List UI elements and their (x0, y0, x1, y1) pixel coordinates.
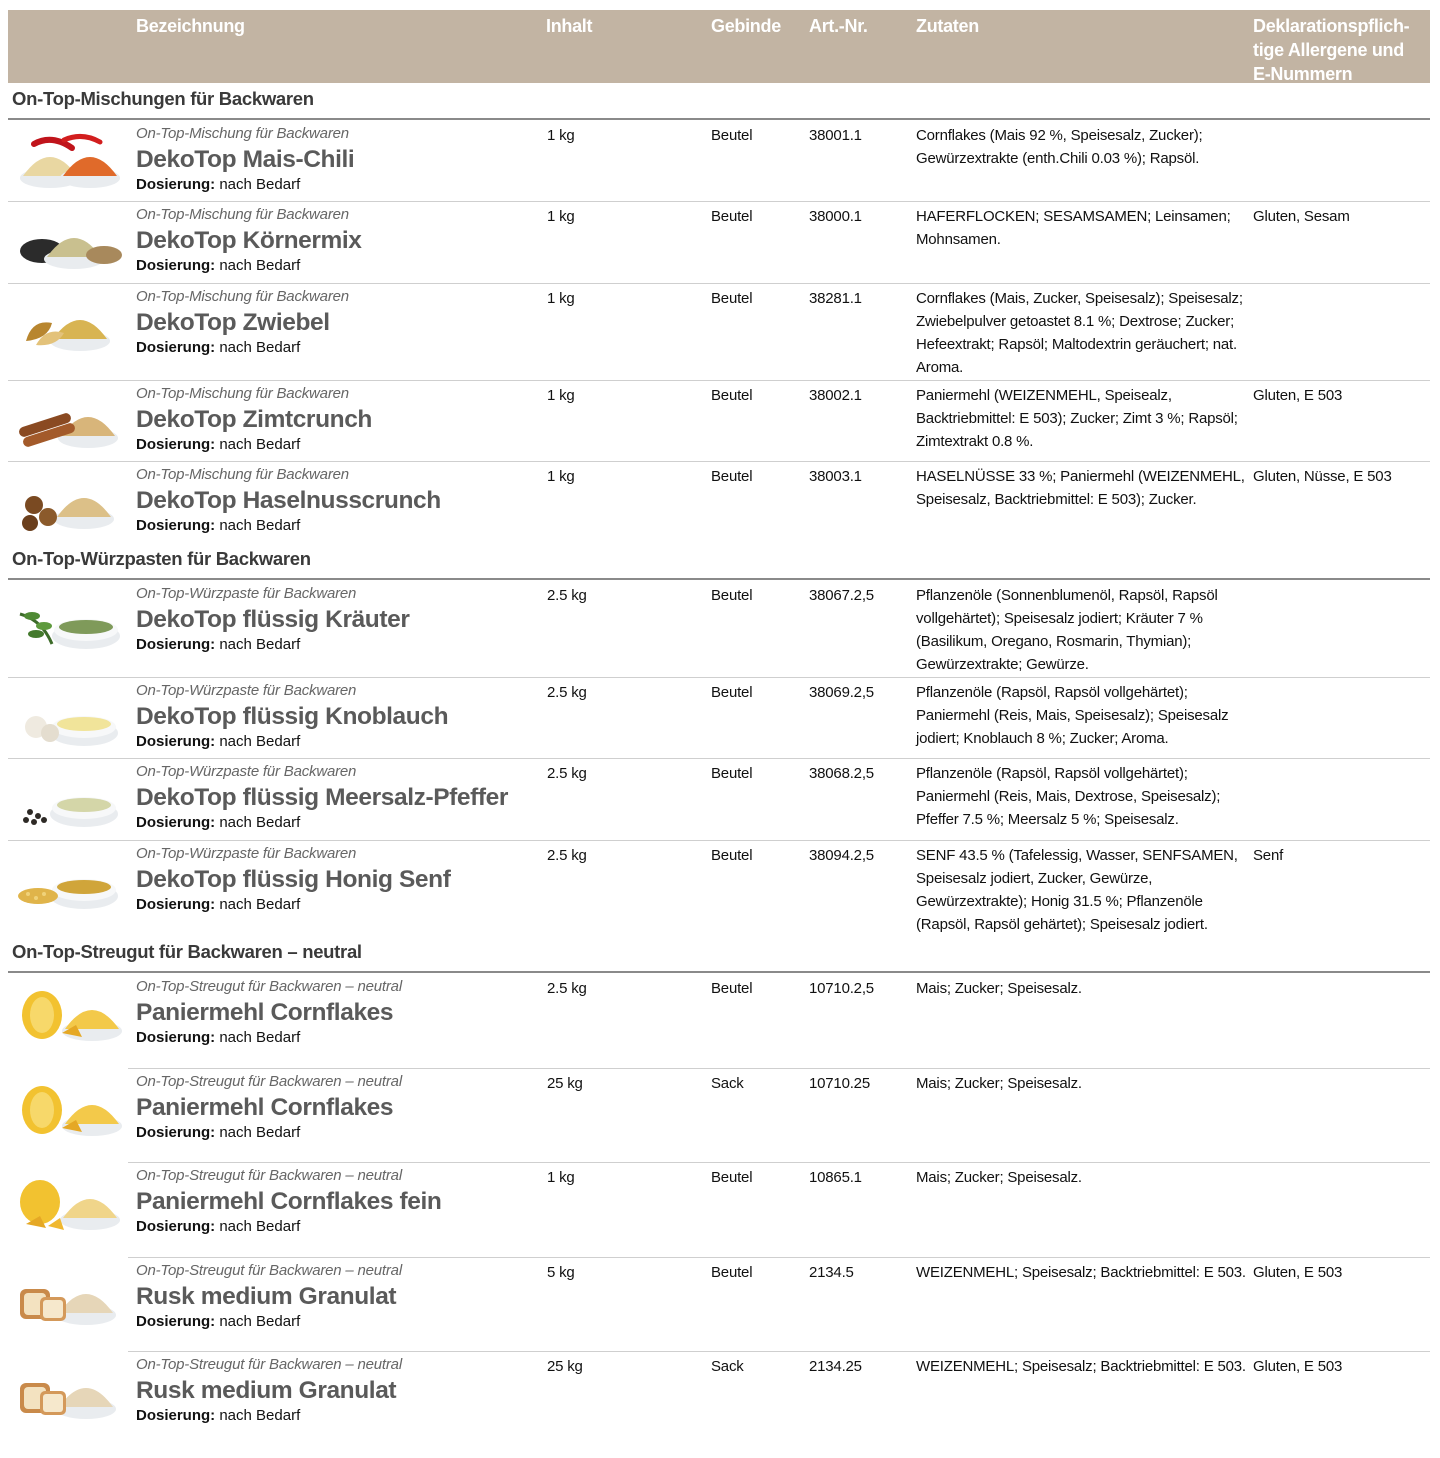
dosage (136, 175, 300, 195)
allergene-cell: Gluten, E 503 (1253, 1264, 1343, 1281)
product-subtitle: On-Top-Streugut für Backwaren – neutral (136, 978, 402, 995)
zutaten-cell: WEIZENMEHL; Speisesalz; Backtriebmittel: E 503. (916, 1264, 1246, 1281)
product-subtitle: On-Top-Mischung für Backwaren (136, 385, 349, 402)
gebinde-cell: Beutel (711, 468, 753, 485)
onion-icon (12, 293, 124, 357)
product-name: DekoTop Haselnusscrunch (136, 487, 441, 514)
art-nr-cell: 10865.1 (809, 1169, 862, 1186)
art-nr-cell: 10710.2,5 (809, 980, 874, 997)
table-row (8, 285, 1430, 381)
table-row (8, 1259, 1430, 1352)
col-allergene-line-3: E-Nummern (1253, 64, 1353, 84)
product-name: Paniermehl Cornflakes (136, 1094, 394, 1121)
cornflakes-icon (12, 1078, 124, 1142)
inhalt-cell: 1 kg (547, 1169, 575, 1186)
mustard-icon (12, 850, 124, 914)
product-name: DekoTop Körnermix (136, 227, 362, 254)
inhalt-cell: 1 kg (547, 208, 575, 225)
art-nr-cell: 38068.2,5 (809, 765, 874, 782)
dosage (136, 895, 300, 915)
row-divider (8, 461, 1430, 462)
dosage-label: Dosierung: (136, 1218, 216, 1235)
allergene-cell: Gluten, Sesam (1253, 208, 1350, 225)
dosage-value: nach Bedarf (219, 636, 301, 653)
dosage-value: nach Bedarf (219, 814, 301, 831)
inhalt-cell: 2.5 kg (547, 684, 587, 701)
dosage-value: nach Bedarf (219, 1407, 301, 1424)
product-name: DekoTop Zimtcrunch (136, 406, 372, 433)
dosage-label: Dosierung: (136, 636, 216, 653)
dosage-value: nach Bedarf (219, 1218, 301, 1235)
inhalt-cell: 5 kg (547, 1264, 575, 1281)
gebinde-cell: Beutel (711, 765, 753, 782)
table-row (8, 122, 1430, 202)
table-row (8, 760, 1430, 841)
section-divider (8, 971, 1430, 973)
product-name: DekoTop Zwiebel (136, 309, 330, 336)
row-divider (128, 1351, 1430, 1352)
allergene-cell: Gluten, Nüsse, E 503 (1253, 468, 1392, 485)
dosage (136, 1406, 300, 1426)
art-nr-cell: 38069.2,5 (809, 684, 874, 701)
section-title: On-Top-Mischungen für Backwaren (12, 88, 314, 109)
gebinde-cell: Beutel (711, 387, 753, 404)
zutaten-cell: Cornflakes (Mais, Zucker, Speisesalz); Speisesalz; Zwiebelpulver getoastet 8.1 %; Dextrose; Zucker; Hefeextrakt; Rapsöl; Maltodextrin geräuchert; nat. Aroma. (916, 290, 1243, 376)
gebinde-cell: Beutel (711, 290, 753, 307)
art-nr-cell: 38067.2,5 (809, 587, 874, 604)
col-bezeichnung: Bezeichnung (136, 16, 245, 36)
rusk-icon (12, 1267, 124, 1331)
product-subtitle: On-Top-Würzpaste für Backwaren (136, 682, 357, 699)
dosage-value: nach Bedarf (219, 1029, 301, 1046)
art-nr-cell: 38001.1 (809, 127, 862, 144)
product-subtitle: On-Top-Mischung für Backwaren (136, 125, 349, 142)
pepper-icon (12, 768, 124, 832)
dosage-value: nach Bedarf (219, 339, 301, 356)
dosage-value: nach Bedarf (219, 1313, 301, 1330)
product-subtitle: On-Top-Würzpaste für Backwaren (136, 763, 357, 780)
inhalt-cell: 2.5 kg (547, 980, 587, 997)
art-nr-cell: 38281.1 (809, 290, 862, 307)
row-divider (8, 201, 1430, 202)
zutaten-cell: Pflanzenöle (Rapsöl, Rapsöl vollgehärtet); Paniermehl (Reis, Mais, Speisesalz); Speisesalz jodiert; Knoblauch 8 %; Zucker; Aroma. (916, 684, 1229, 747)
product-subtitle: On-Top-Mischung für Backwaren (136, 206, 349, 223)
table-row (8, 1164, 1430, 1258)
gebinde-cell: Beutel (711, 127, 753, 144)
col-art-nr: Art.-Nr. (809, 16, 868, 36)
row-divider (128, 1068, 1430, 1069)
inhalt-cell: 2.5 kg (547, 765, 587, 782)
inhalt-cell: 1 kg (547, 127, 575, 144)
art-nr-cell: 38094.2,5 (809, 847, 874, 864)
dosage-label: Dosierung: (136, 1313, 216, 1330)
product-subtitle: On-Top-Streugut für Backwaren – neutral (136, 1356, 402, 1373)
dosage-value: nach Bedarf (219, 436, 301, 453)
dosage-value: nach Bedarf (219, 257, 301, 274)
row-divider (128, 1257, 1430, 1258)
dosage-value: nach Bedarf (219, 896, 301, 913)
allergene-cell: Senf (1253, 847, 1284, 864)
art-nr-cell: 2134.5 (809, 1264, 854, 1281)
dosage (136, 516, 300, 536)
col-allergene (1253, 14, 1409, 86)
dosage-value: nach Bedarf (219, 733, 301, 750)
row-divider (8, 758, 1430, 759)
table-row (8, 679, 1430, 759)
table-row (8, 1353, 1430, 1448)
product-subtitle: On-Top-Streugut für Backwaren – neutral (136, 1167, 402, 1184)
row-divider (128, 1162, 1430, 1163)
product-name: DekoTop flüssig Kräuter (136, 606, 410, 633)
zutaten-cell: HAFERFLOCKEN; SESAMSAMEN; Leinsamen; Mohnsamen. (916, 208, 1231, 248)
product-subtitle: On-Top-Mischung für Backwaren (136, 466, 349, 483)
art-nr-cell: 10710.25 (809, 1075, 870, 1092)
allergene-cell: Gluten, E 503 (1253, 1358, 1343, 1375)
col-zutaten: Zutaten (916, 16, 979, 36)
gebinde-cell: Sack (711, 1075, 744, 1092)
hazelnut-icon (12, 471, 124, 535)
zutaten-cell: Mais; Zucker; Speisesalz. (916, 1075, 1082, 1092)
herbs-icon (12, 590, 124, 654)
inhalt-cell: 25 kg (547, 1075, 583, 1092)
gebinde-cell: Beutel (711, 847, 753, 864)
seed-mix-icon (12, 211, 124, 275)
row-divider (8, 840, 1430, 841)
gebinde-cell: Beutel (711, 684, 753, 701)
dosage (136, 1028, 300, 1048)
table-row (8, 382, 1430, 462)
zutaten-cell: WEIZENMEHL; Speisesalz; Backtriebmittel: E 503. (916, 1358, 1246, 1375)
col-gebinde: Gebinde (711, 16, 781, 36)
art-nr-cell: 38002.1 (809, 387, 862, 404)
gebinde-cell: Beutel (711, 1169, 753, 1186)
dosage (136, 256, 300, 276)
garlic-icon (12, 687, 124, 751)
product-subtitle: On-Top-Würzpaste für Backwaren (136, 845, 357, 862)
zutaten-cell: Pflanzenöle (Rapsöl, Rapsöl vollgehärtet); Paniermehl (Reis, Mais, Dextrose, Speisesalz); Pfeffer 7.5 %; Meersalz 5 %; Speisesalz. (916, 765, 1221, 828)
table-row (8, 582, 1430, 678)
dosage (136, 338, 300, 358)
gebinde-cell: Beutel (711, 587, 753, 604)
zutaten-cell: Cornflakes (Mais 92 %, Speisesalz, Zucker); Gewürzextrakte (enth.Chili 0.03 %); Rapsöl. (916, 127, 1203, 167)
corn-chili-icon (12, 130, 124, 194)
dosage-label: Dosierung: (136, 1124, 216, 1141)
dosage-label: Dosierung: (136, 814, 216, 831)
art-nr-cell: 38003.1 (809, 468, 862, 485)
dosage-label: Dosierung: (136, 176, 216, 193)
dosage-label: Dosierung: (136, 1029, 216, 1046)
zutaten-cell: Paniermehl (WEIZENMEHL, Speisealz, Backtriebmittel: E 503); Zucker; Zimt 3 %; Rapsöl; Zimtextrakt 0.8 %. (916, 387, 1238, 450)
zutaten-cell: Pflanzenöle (Sonnenblumenöl, Rapsöl, Rapsöl vollgehärtet); Speisesalz jodiert; Kräuter 7 % (Basilikum, Oregano, Rosmarin, Thymian); Gewürzextrakte; Gewürze. (916, 587, 1218, 673)
cornflakes-icon (12, 983, 124, 1047)
row-divider (8, 380, 1430, 381)
col-allergene-line-2: tige Allergene und (1253, 40, 1404, 60)
product-name: Rusk medium Granulat (136, 1377, 397, 1404)
table-row (8, 463, 1430, 545)
dosage-label: Dosierung: (136, 436, 216, 453)
col-allergene-line-1: Deklarationspflich- (1253, 16, 1410, 36)
inhalt-cell: 25 kg (547, 1358, 583, 1375)
product-subtitle: On-Top-Streugut für Backwaren – neutral (136, 1262, 402, 1279)
row-divider (8, 283, 1430, 284)
section-divider (8, 118, 1430, 120)
zutaten-cell: Mais; Zucker; Speisesalz. (916, 1169, 1082, 1186)
row-divider (8, 677, 1430, 678)
gebinde-cell: Beutel (711, 980, 753, 997)
inhalt-cell: 1 kg (547, 387, 575, 404)
zutaten-cell: Mais; Zucker; Speisesalz. (916, 980, 1082, 997)
dosage-label: Dosierung: (136, 1407, 216, 1424)
dosage-value: nach Bedarf (219, 517, 301, 534)
allergene-cell: Gluten, E 503 (1253, 387, 1343, 404)
dosage-value: nach Bedarf (219, 176, 301, 193)
dosage-label: Dosierung: (136, 733, 216, 750)
cornflakes-fine-icon (12, 1172, 124, 1236)
art-nr-cell: 38000.1 (809, 208, 862, 225)
dosage (136, 1123, 300, 1143)
dosage-value: nach Bedarf (219, 1124, 301, 1141)
product-name: DekoTop Mais-Chili (136, 146, 355, 173)
col-inhalt: Inhalt (546, 16, 593, 36)
art-nr-cell: 2134.25 (809, 1358, 862, 1375)
inhalt-cell: 1 kg (547, 468, 575, 485)
product-name: Rusk medium Granulat (136, 1283, 397, 1310)
dosage (136, 813, 300, 833)
dosage (136, 635, 300, 655)
dosage-label: Dosierung: (136, 896, 216, 913)
section-divider (8, 578, 1430, 580)
product-subtitle: On-Top-Mischung für Backwaren (136, 288, 349, 305)
table-row (8, 975, 1430, 1069)
product-subtitle: On-Top-Würzpaste für Backwaren (136, 585, 357, 602)
zutaten-cell: SENF 43.5 % (Tafelessig, Wasser, SENFSAMEN, Speisesalz jodiert, Zucker, Gewürze, Gewürzextrakte); Honig 31.5 %; Pflanzenöle (Rapsöl, Rapsöl gehärtet); Speisesalz jodiert. (916, 847, 1238, 933)
rusk-icon (12, 1361, 124, 1425)
zutaten-cell: HASELNÜSSE 33 %; Paniermehl (WEIZENMEHL, Speisesalz, Backtriebmittel: E 503); Zucker. (916, 468, 1245, 508)
table-row (8, 1070, 1430, 1163)
dosage-label: Dosierung: (136, 517, 216, 534)
product-name: Paniermehl Cornflakes fein (136, 1188, 442, 1215)
section-title: On-Top-Würzpasten für Backwaren (12, 548, 311, 569)
inhalt-cell: 1 kg (547, 290, 575, 307)
section-title: On-Top-Streugut für Backwaren – neutral (12, 941, 362, 962)
product-name: DekoTop flüssig Honig Senf (136, 866, 451, 893)
gebinde-cell: Beutel (711, 208, 753, 225)
product-name: DekoTop flüssig Meersalz-Pfeffer (136, 784, 509, 811)
dosage (136, 435, 300, 455)
inhalt-cell: 2.5 kg (547, 847, 587, 864)
dosage (136, 1217, 300, 1237)
dosage-label: Dosierung: (136, 257, 216, 274)
product-subtitle: On-Top-Streugut für Backwaren – neutral (136, 1073, 402, 1090)
cinnamon-icon (12, 390, 124, 454)
dosage-label: Dosierung: (136, 339, 216, 356)
table-header (8, 10, 1430, 83)
dosage (136, 732, 300, 752)
inhalt-cell: 2.5 kg (547, 587, 587, 604)
product-name: DekoTop flüssig Knoblauch (136, 703, 449, 730)
gebinde-cell: Beutel (711, 1264, 753, 1281)
table-row (8, 842, 1430, 938)
product-name: Paniermehl Cornflakes (136, 999, 394, 1026)
gebinde-cell: Sack (711, 1358, 744, 1375)
dosage (136, 1312, 300, 1332)
table-row (8, 203, 1430, 284)
